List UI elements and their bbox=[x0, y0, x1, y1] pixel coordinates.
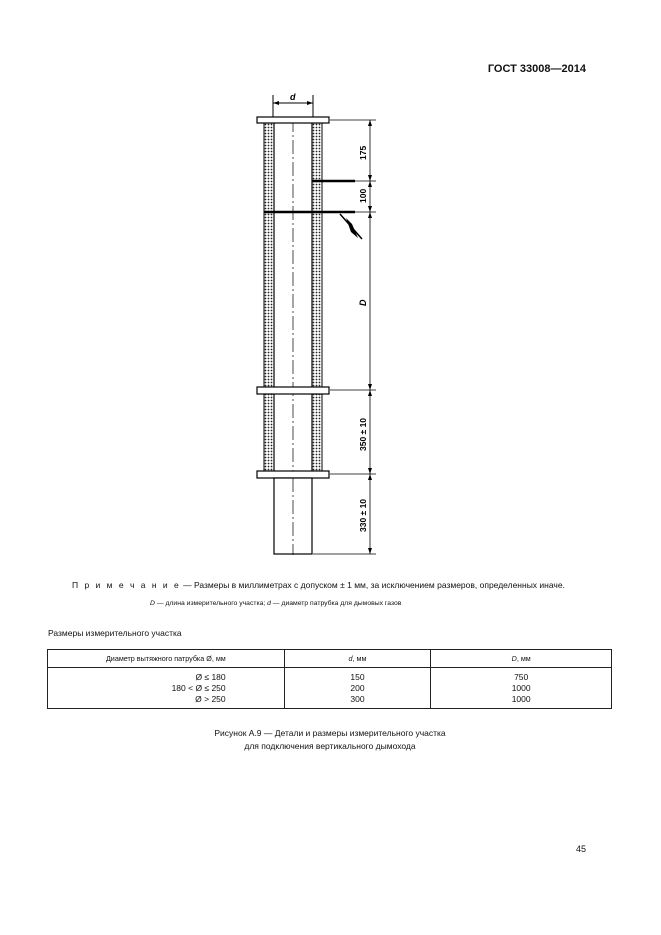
left-insulation bbox=[264, 123, 274, 471]
table-cell: 150 200 300 bbox=[284, 668, 431, 709]
legend-D-text: — длина измерительного участка; bbox=[154, 600, 268, 607]
note bbox=[72, 580, 592, 590]
figure-caption bbox=[130, 727, 530, 753]
caption-line: для подключения вертикального дымохода bbox=[244, 741, 416, 751]
column-header: D, мм bbox=[431, 650, 612, 668]
column-header: Диаметр вытяжного патрубка Ø, мм bbox=[48, 650, 285, 668]
dim-175-label: 175 bbox=[358, 145, 368, 160]
middle-flange bbox=[257, 387, 329, 394]
d-label: d bbox=[290, 92, 296, 102]
dimensions-table bbox=[47, 649, 612, 709]
right-insulation bbox=[312, 123, 322, 471]
table-cell: Ø ≤ 180 180 < Ø ≤ 250 Ø > 250 bbox=[48, 668, 285, 709]
legend-d-symbol: d bbox=[267, 600, 271, 607]
symbol-legend bbox=[150, 600, 570, 607]
legend-d-text: — диаметр патрубка для дымовых газов bbox=[270, 600, 402, 607]
measuring-section-drawing bbox=[230, 85, 400, 565]
caption-line: Рисунок А.9 — Детали и размеры измерительного участка bbox=[214, 728, 446, 738]
dim-330-label: 330 ± 10 bbox=[358, 498, 368, 532]
dim-D-label: D bbox=[358, 299, 368, 306]
table-title: Размеры измерительного участка bbox=[48, 628, 182, 638]
legend-D-symbol: D bbox=[150, 600, 155, 607]
table-cell: 750 1000 1000 bbox=[431, 668, 612, 709]
table-header-row bbox=[48, 650, 612, 668]
note-label: П р и м е ч а н и е bbox=[72, 580, 181, 590]
column-header: d, мм bbox=[284, 650, 431, 668]
dim-100-label: 100 bbox=[358, 188, 368, 203]
document-header: ГОСТ 33008—2014 bbox=[487, 63, 586, 75]
bottom-flange bbox=[257, 471, 329, 478]
note-text: — Размеры в миллиметрах с допуском ± 1 мм, за исключением размеров, определенных иначе. bbox=[180, 580, 565, 590]
page-number: 45 bbox=[575, 844, 586, 854]
table-row bbox=[48, 668, 612, 709]
dim-350-label: 350 ± 10 bbox=[358, 417, 368, 451]
d-dimension bbox=[273, 92, 313, 117]
top-flange bbox=[257, 117, 329, 123]
probe-connector-icon bbox=[346, 218, 358, 238]
